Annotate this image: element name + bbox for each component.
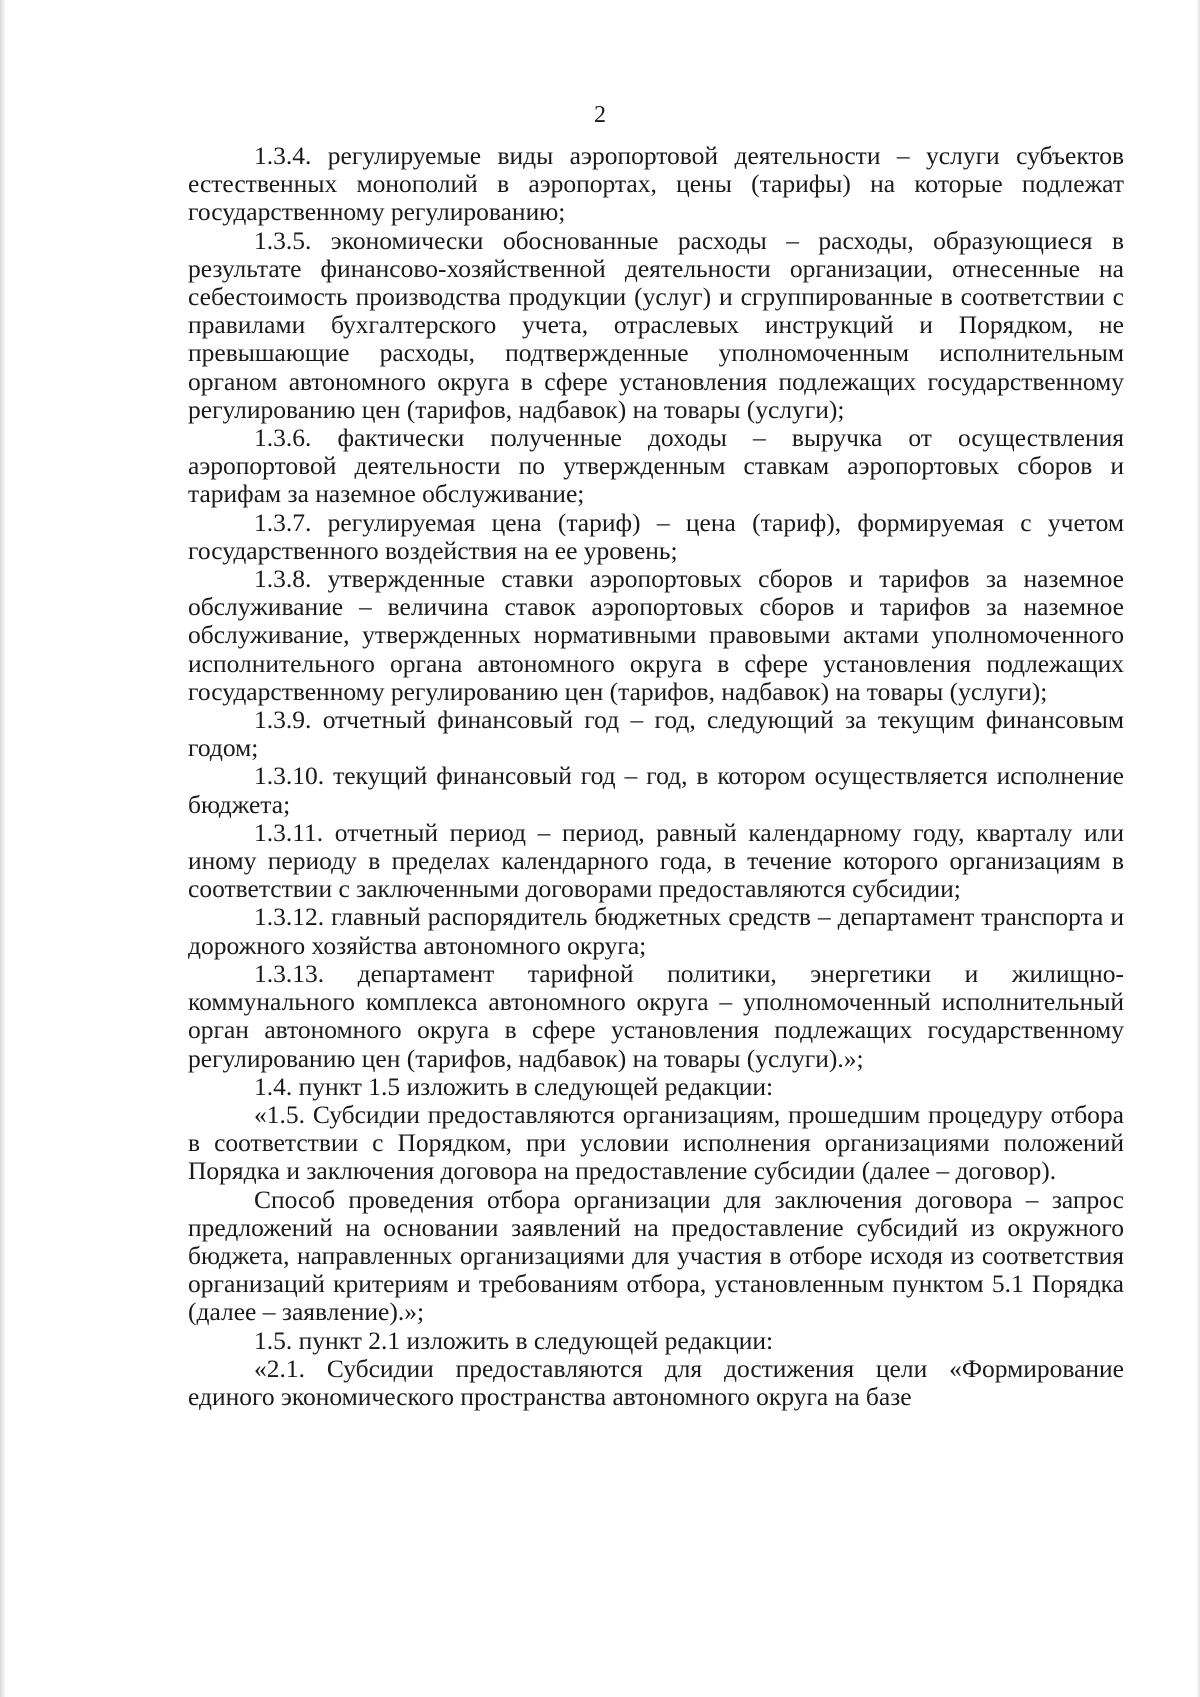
scan-right-edge xyxy=(1196,0,1200,1697)
paragraph-1-3-11: 1.3.11. отчетный период – период, равный календарному году, кварталу или иному периоду в пределах календарного года, в течение которого организациям в соответствии с заключенными договорами предоставляются субсидии; xyxy=(188,817,1124,904)
page-number: 2 xyxy=(594,102,606,128)
scan-left-edge xyxy=(0,0,6,1697)
paragraph-2-1-quote: «2.1. Субсидии предоставляются для достижения цели «Формирование единого экономического пространства автономного округа на базе xyxy=(188,1353,1124,1411)
paragraph-1-3-7: 1.3.7. регулируемая цена (тариф) – цена (тариф), формируемая с учетом государственного воздействия на ее уровень; xyxy=(188,507,1124,565)
paragraph-1-3-5: 1.3.5. экономически обоснованные расходы – расходы, образующиеся в результате финансово-хозяйственной деятельности организации, отнесенные на себестоимость производства продукции (услуг) и сгруппированные в соответствии с правилами бухгалтерского учета, отраслевых инструкций и Порядком, не превышающие расходы, подтвержденные уполномоченным исполнительным органом автономного округа в сфере установления подлежащих государственному регулированию цен (тарифов, надбавок) на товары (услуги); xyxy=(188,225,1124,424)
paragraph-1-3-6: 1.3.6. фактически полученные доходы – выручка от осуществления аэропортовой деятельности по утвержденным ставкам аэропортовых сборов и тарифам за наземное обслуживание; xyxy=(188,423,1124,509)
document-body xyxy=(188,142,1124,1411)
paragraph-1-3-10: 1.3.10. текущий финансовый год – год, в котором осуществляется исполнение бюджета; xyxy=(188,761,1124,819)
paragraph-1-3-8: 1.3.8. утвержденные ставки аэропортовых сборов и тарифов за наземное обслуживание – величина ставок аэропортовых сборов и тарифов за наземное обслуживание, утвержденных нормативными правовыми актами уполномоченного исполнительного органа автономного округа в сфере установления подлежащих государственному регулированию цен (тарифов, надбавок) на товары (услуги); xyxy=(188,564,1124,706)
paragraph-1-5-quote: «1.5. Субсидии предоставляются организациям, прошедшим процедуру отбора в соответствии с Порядком, при условии исполнения организациями положений Порядка и заключения договора на предоставление субсидии (далее – договор). xyxy=(188,1099,1124,1186)
paragraph-1-3-13: 1.3.13. департамент тарифной политики, энергетики и жилищно-коммунального комплекса автономного округа – уполномоченный исполнительный орган автономного округа в сфере установления подлежащих государственному регулированию цен (тарифов, надбавок) на товары (услуги).»; xyxy=(188,958,1124,1073)
paragraph-1-5: 1.5. пункт 2.1 изложить в следующей редакции: xyxy=(254,1325,774,1355)
paragraph-1-3-9: 1.3.9. отчетный финансовый год – год, следующий за текущим финансовым годом; xyxy=(188,705,1124,763)
paragraph-1-3-4: 1.3.4. регулируемые виды аэропортовой деятельности – услуги субъектов естественных монополий в аэропортах, цены (тарифы) на которые подлежат государственному регулированию; xyxy=(188,141,1124,227)
paragraph-1-3-12: 1.3.12. главный распорядитель бюджетных средств – департамент транспорта и дорожного хозяйства автономного округа; xyxy=(188,902,1124,960)
paragraph-1-4: 1.4. пункт 1.5 изложить в следующей редакции: xyxy=(254,1071,774,1101)
paragraph-selection-method: Способ проведения отбора организации для заключения договора – запрос предложений на основании заявлений на предоставление субсидий из окружного бюджета, направленных организациями для участия в отборе исходя из соответствия организаций критериям и требованиям отбора, установленным пунктом 5.1 Порядка (далее – заявление).»; xyxy=(188,1184,1124,1327)
